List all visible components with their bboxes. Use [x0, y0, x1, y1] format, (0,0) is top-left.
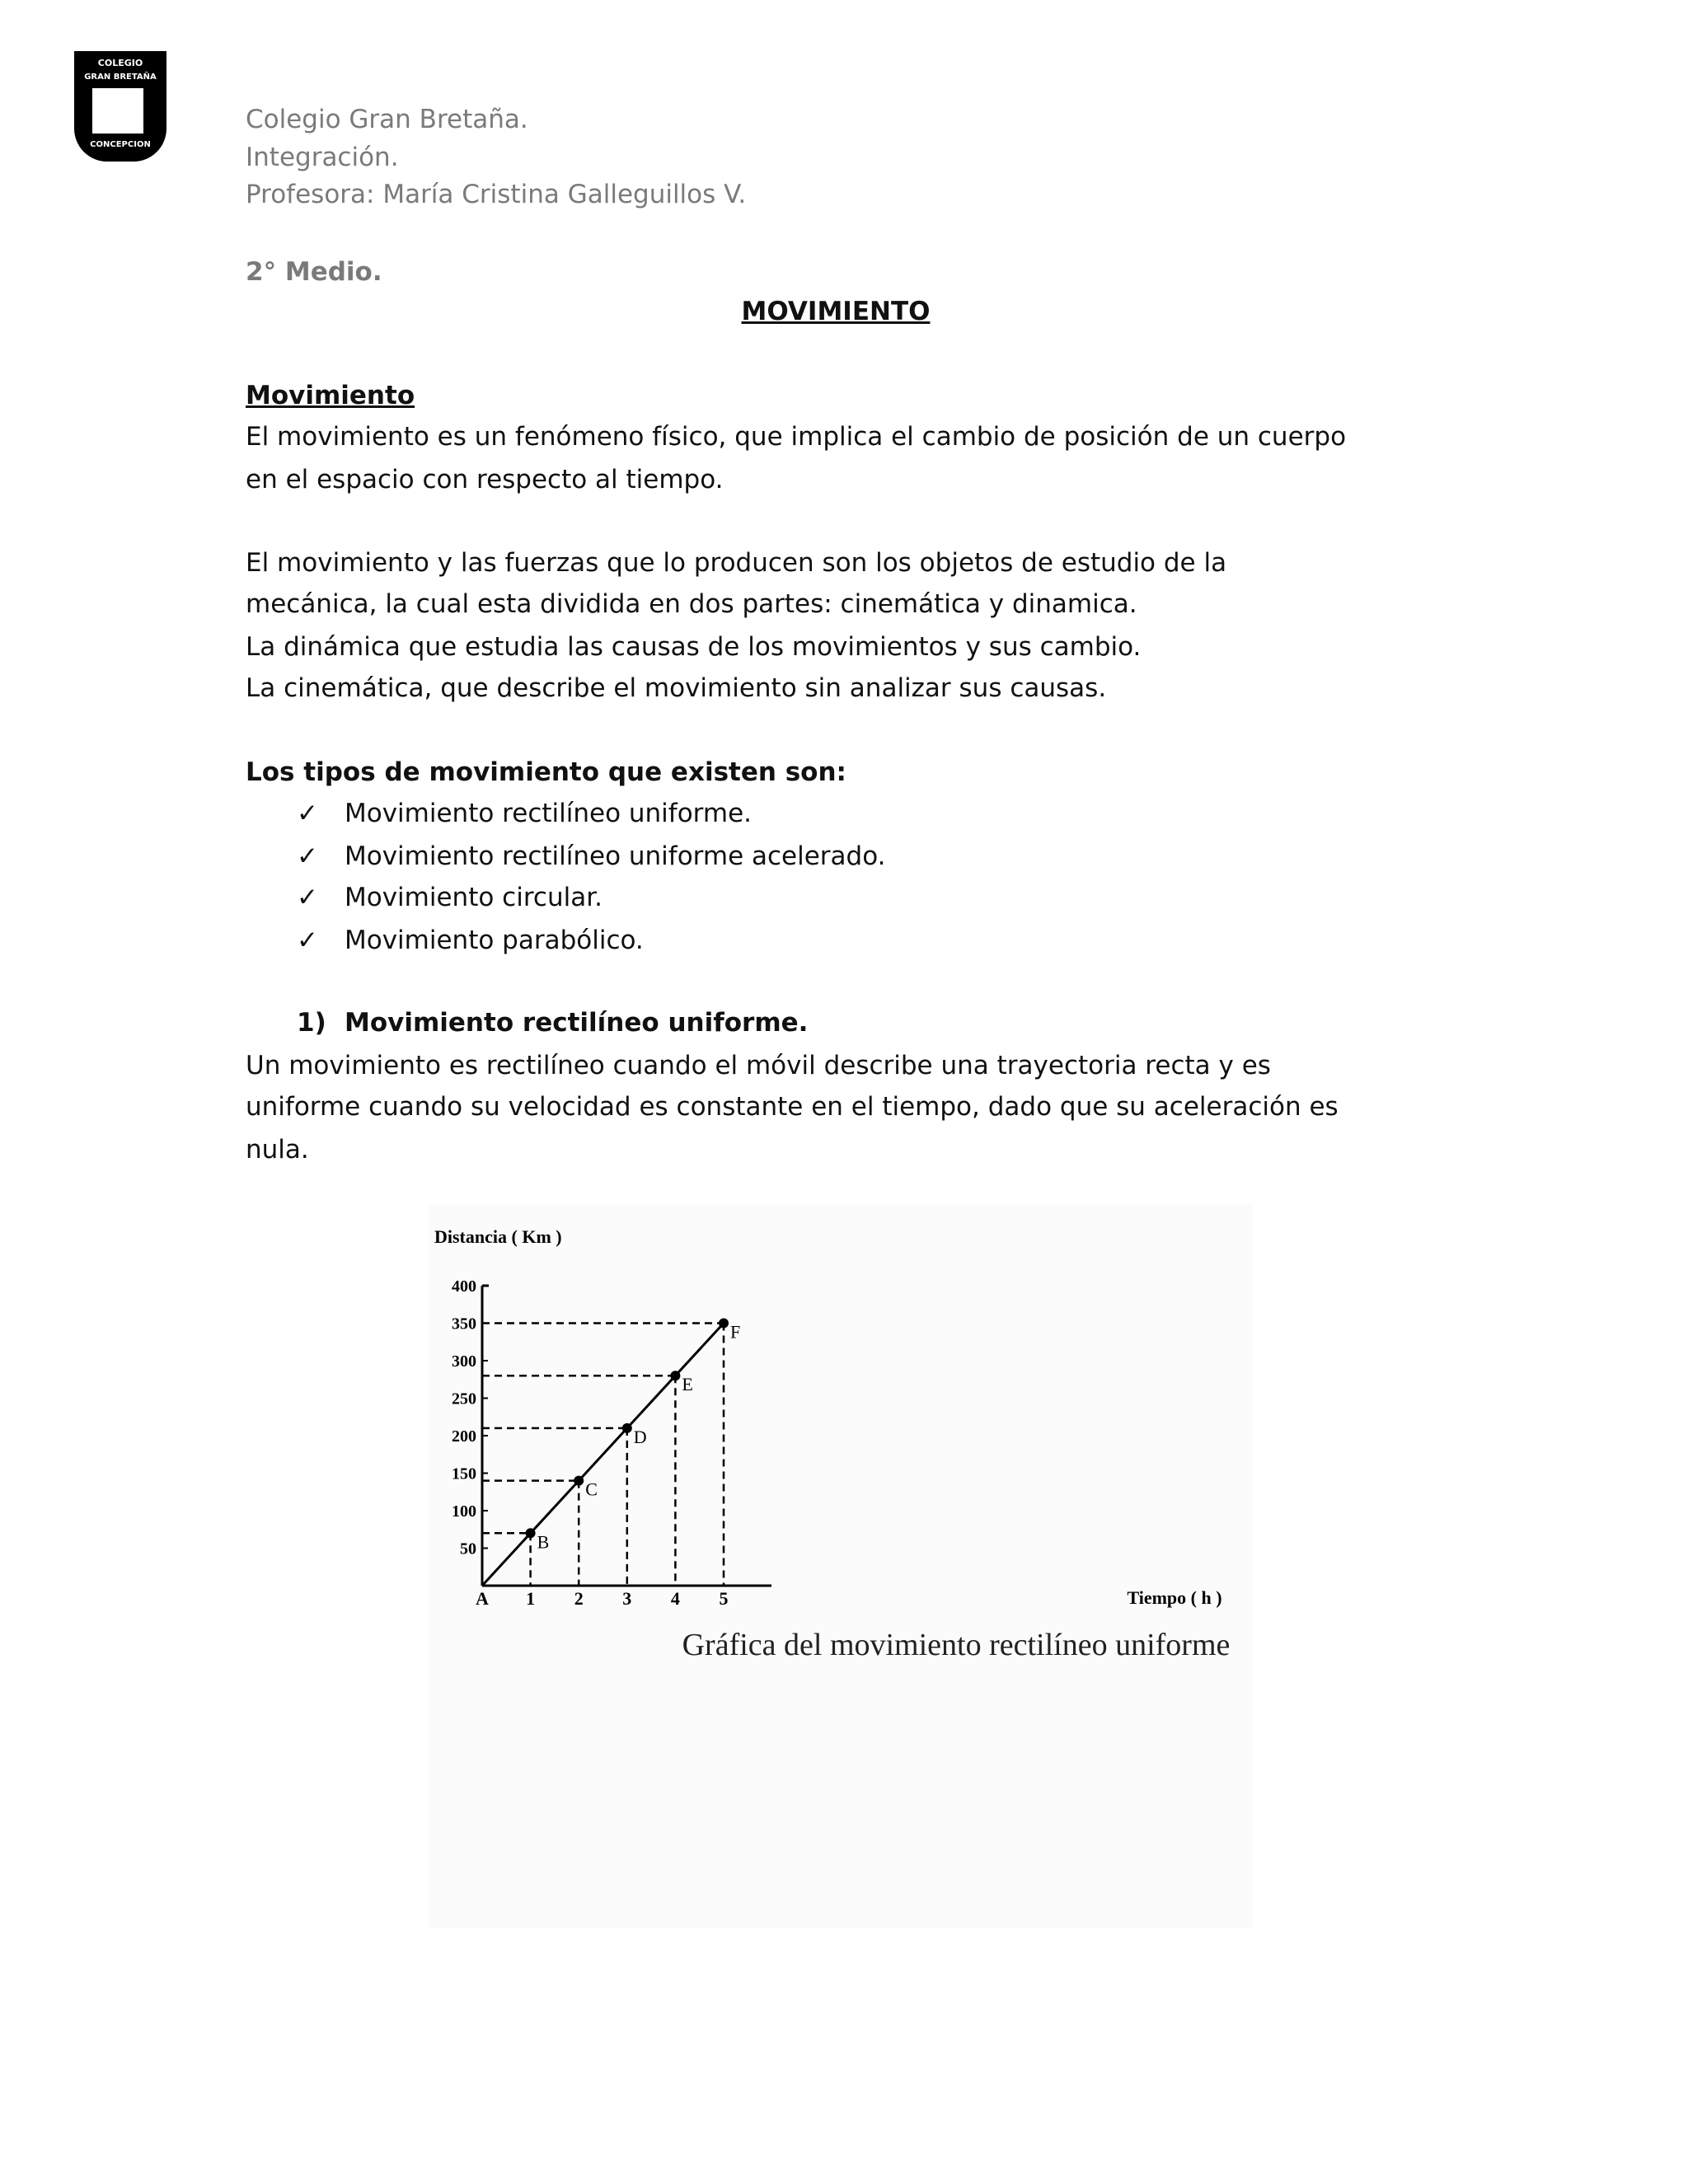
check-icon: ✓	[297, 799, 318, 828]
x-axis-label: Tiempo ( h )	[1127, 1587, 1222, 1608]
paragraph-line: uniforme cuando su velocidad es constante en el tiempo, dado que su aceleración es	[246, 1092, 1339, 1122]
paragraph-line: El movimiento y las fuerzas que lo producen son los objetos de estudio de la	[246, 548, 1227, 578]
mru-heading: Movimiento rectilíneo uniforme.	[345, 1008, 809, 1038]
teacher: Profesora: María Cristina Galleguillos V.	[246, 180, 747, 209]
point-label: B	[537, 1531, 550, 1553]
point-label: C	[585, 1479, 598, 1500]
list-item: Movimiento circular.	[345, 883, 603, 912]
grade: 2° Medio.	[246, 257, 382, 287]
school-name: Colegio Gran Bretaña.	[246, 105, 528, 134]
data-point	[526, 1528, 536, 1538]
point-label: D	[633, 1426, 647, 1447]
data-point	[670, 1371, 680, 1380]
paragraph-line: La cinemática, que describe el movimiento sin analizar sus causas.	[246, 673, 1107, 703]
x-tick-label: 2	[574, 1588, 584, 1609]
y-tick-label: 100	[452, 1502, 476, 1521]
check-icon: ✓	[297, 883, 318, 912]
paragraph-line: El movimiento es un fenómeno físico, que implica el cambio de posición de un cuerpo	[246, 422, 1347, 452]
page-title: MOVIMIENTO	[741, 297, 931, 326]
section-heading: Movimiento	[246, 381, 415, 410]
point-label: E	[682, 1374, 693, 1395]
chart-background	[429, 1203, 1253, 1929]
chart-title: Gráfica del movimiento rectilíneo uniforme	[682, 1628, 1231, 1662]
x-tick-label: 4	[670, 1588, 680, 1609]
y-tick-label: 250	[452, 1390, 476, 1408]
x-tick-label: 3	[622, 1588, 632, 1609]
mru-chart	[412, 1203, 1278, 1929]
types-heading: Los tipos de movimiento que existen son:	[246, 757, 846, 787]
y-tick-label: 300	[452, 1352, 476, 1371]
check-icon: ✓	[297, 926, 318, 955]
section-number: 1)	[297, 1008, 326, 1038]
point-label: F	[730, 1321, 741, 1343]
y-tick-label: 150	[452, 1465, 476, 1483]
y-tick-label: 200	[452, 1427, 476, 1446]
x-tick-label: 5	[719, 1588, 729, 1609]
subject: Integración.	[246, 143, 399, 172]
data-point	[574, 1476, 584, 1486]
x-tick-label: A	[476, 1588, 489, 1609]
data-point	[622, 1423, 632, 1433]
x-tick-label: 1	[526, 1588, 536, 1609]
list-item: Movimiento parabólico.	[345, 926, 644, 955]
paragraph-line: La dinámica que estudia las causas de los movimientos y sus cambio.	[246, 632, 1142, 662]
paragraph-line: nula.	[246, 1135, 309, 1165]
paragraph-line: Un movimiento es rectilíneo cuando el móvil describe una trayectoria recta y es	[246, 1051, 1271, 1080]
y-tick-label: 50	[460, 1540, 476, 1558]
crest-icon	[92, 88, 143, 134]
check-icon: ✓	[297, 841, 318, 871]
list-item: Movimiento rectilíneo uniforme.	[345, 799, 753, 828]
paragraph-line: mecánica, la cual esta dividida en dos partes: cinemática y dinamica.	[246, 589, 1137, 619]
paragraph-line: en el espacio con respecto al tiempo.	[246, 465, 724, 494]
school-logo: COLEGIO GRAN BRETAÑA CONCEPCION	[74, 51, 166, 162]
y-tick-label: 350	[452, 1315, 476, 1333]
data-point	[719, 1319, 729, 1329]
y-tick-label: 400	[452, 1277, 476, 1296]
list-item: Movimiento rectilíneo uniforme acelerado.	[345, 841, 886, 871]
y-axis-label: Distancia ( Km )	[434, 1226, 562, 1247]
